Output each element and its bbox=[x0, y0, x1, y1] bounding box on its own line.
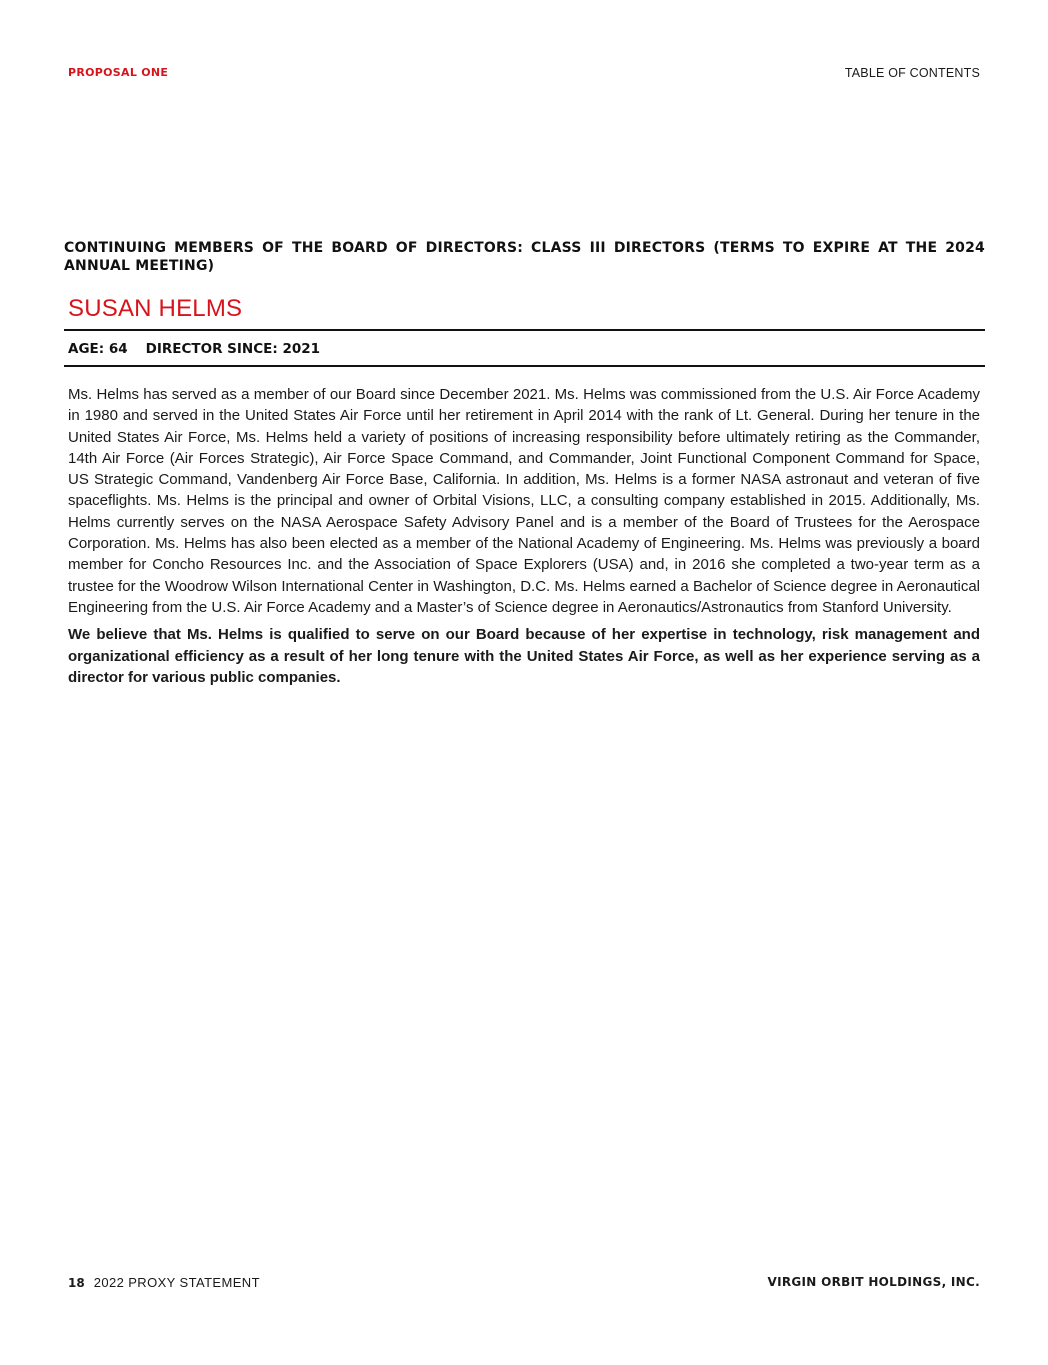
page-number: 18 bbox=[68, 1276, 85, 1290]
director-since: DIRECTOR SINCE: 2021 bbox=[145, 341, 321, 357]
director-meta bbox=[68, 341, 320, 357]
bottom-divider bbox=[64, 365, 985, 367]
document-title: 2022 PROXY STATEMENT bbox=[93, 1275, 260, 1290]
bio-paragraph: Ms. Helms has served as a member of our Board since December 2021. Ms. Helms was commissioned from the U.S. Air Force Academy in 1980 and served in the United States Air Force until her retirement in April 2014 with the rank of Lt. General. During her tenure in the United States Air Force, Ms. Helms held a variety of positions of increasing responsibility before ultimately retiring as the Commander, 14th Air Force (Air Forces Strategic), Air Force Space Command, and Commander, Joint Functional Component Command for Space, US Strategic Command, Vandenberg Air Force Base, California. In addition, Ms. Helms is a former NASA astronaut and veteran of five spaceflights. Ms. Helms is the principal and owner of Orbital Visions, LLC, a consulting company established in 2015. Additionally, Ms. Helms currently serves on the NASA Aerospace Safety Advisory Panel and is a member of the Board of Trustees for the Aerospace Corporation. Ms. Helms has also been elected as a member of the National Academy of Engineering. Ms. Helms was previously a board member for Concho Resources Inc. and the Association of Space Explorers (USA) and, in 2016 she completed a two-year term as a trustee for the Woodrow Wilson International Center in Washington, D.C. Ms. Helms earned a Bachelor of Science degree in Aeronautical Engineering from the U.S. Air Force Academy and a Master’s of Science degree in Aeronautics/Astronautics from Stanford University. bbox=[68, 386, 980, 616]
section-heading: CONTINUING MEMBERS OF THE BOARD OF DIRECTORS: CLASS III DIRECTORS (TERMS TO EXPIRE AT THE 2024 ANNUAL MEETING) bbox=[64, 240, 985, 274]
director-name: SUSAN HELMS bbox=[68, 295, 243, 322]
company-name: VIRGIN ORBIT HOLDINGS, INC. bbox=[767, 1275, 980, 1289]
footer-left bbox=[68, 1275, 260, 1290]
director-biography bbox=[68, 384, 980, 688]
top-divider bbox=[64, 329, 985, 331]
section-label: PROPOSAL ONE bbox=[68, 66, 169, 79]
table-of-contents-link[interactable]: TABLE OF CONTENTS bbox=[844, 66, 980, 80]
director-age: AGE: 64 bbox=[68, 341, 128, 357]
qualification-statement: We believe that Ms. Helms is qualified to serve on our Board because of her expertise in technology, risk management and organizational efficiency as a result of her long tenure with the United States Air Force, as well as her experience serving as a director for various public companies. bbox=[68, 626, 980, 686]
